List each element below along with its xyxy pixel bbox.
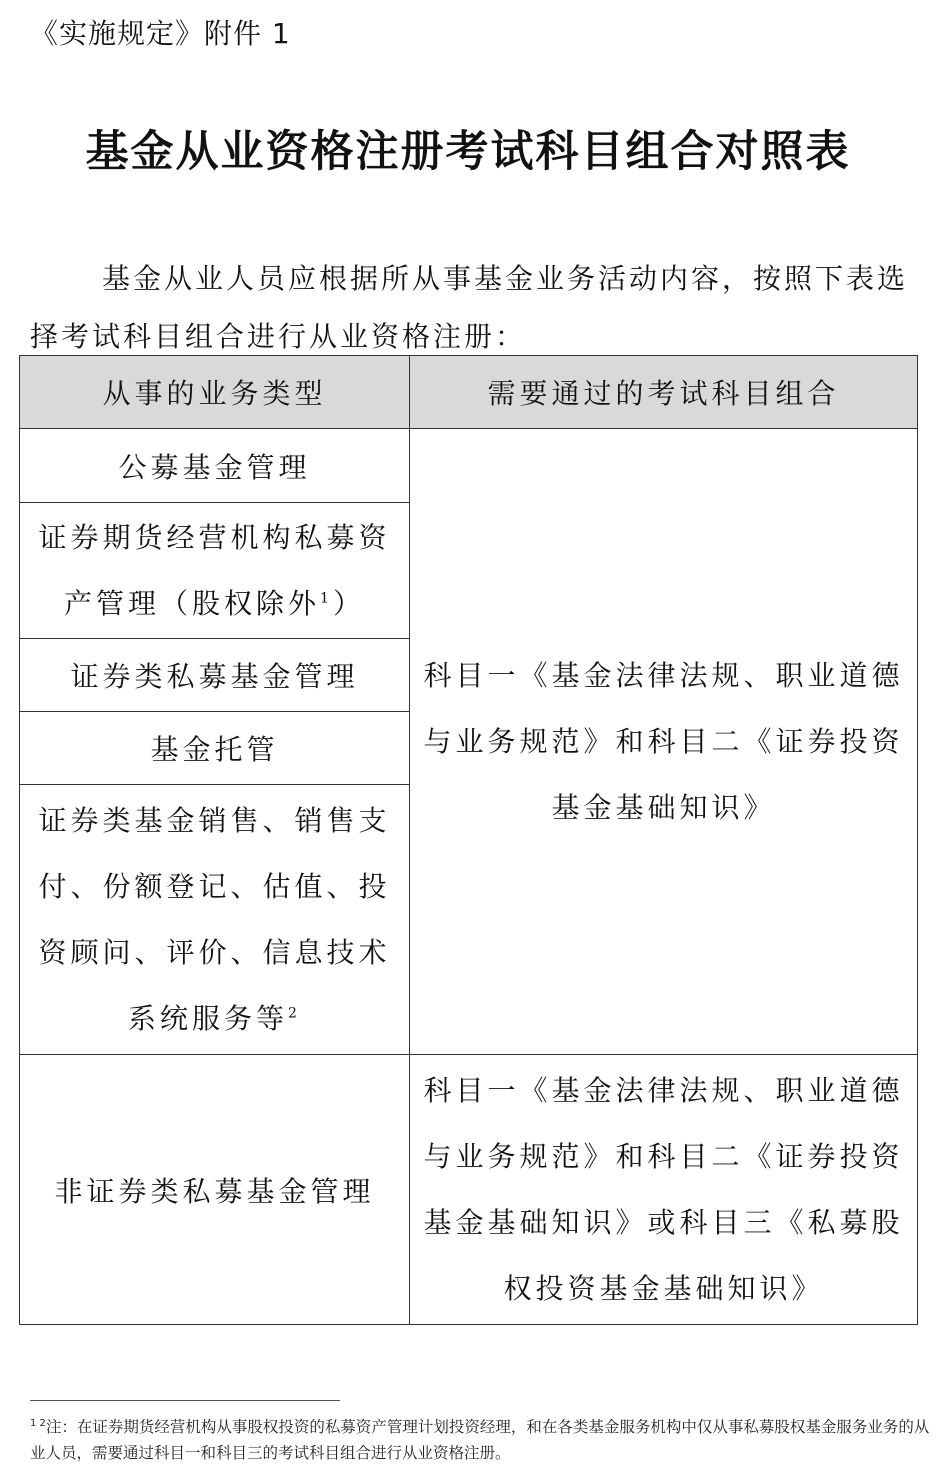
- footnote-markers: 1 2: [30, 1417, 46, 1429]
- business-type-tail: ）: [332, 586, 365, 620]
- table-row: [20, 1055, 918, 1325]
- business-type-cell: [20, 503, 410, 639]
- exam-combination-cell-1: 科目一《基金法律法规、职业道德与业务规范》和科目二《证券投资基金基础知识》: [410, 429, 918, 1055]
- exam-combination-cell-2: 科目一《基金法律法规、职业道德与业务规范》和科目二《证券投资基金基础知识》或科目三《私募股权投资基金基础知识》: [410, 1055, 918, 1325]
- footnote-text: 注：在证券期货经营机构从事股权投资的私募资产管理计划投资经理，和在各类基金服务机构中仅从事私募股权基金服务业务的从业人员，需要通过科目一和科目三的考试科目组合进行从业资格注册。: [30, 1418, 930, 1462]
- business-type-cell: [20, 785, 410, 1055]
- footnote: [30, 1414, 930, 1466]
- footnote-ref-2: 2: [288, 1005, 301, 1022]
- business-type-cell: 公募基金管理: [20, 429, 410, 503]
- footnote-ref-1: 1: [320, 590, 333, 607]
- business-type-cell: 基金托管: [20, 712, 410, 785]
- footnote-divider: [30, 1400, 340, 1401]
- business-type-cell: 非证券类私募基金管理: [20, 1055, 410, 1325]
- page-title: 基金从业资格注册考试科目组合对照表: [85, 127, 851, 177]
- header-business-type: 从事的业务类型: [20, 356, 410, 429]
- header-exam-combination: 需要通过的考试科目组合: [410, 356, 918, 429]
- attachment-label: 《实施规定》附件 1: [30, 17, 291, 50]
- business-type-cell: 证券类私募基金管理: [20, 639, 410, 712]
- business-type-text: 证券类基金销售、销售支付、份额登记、估值、投资顾问、评价、信息技术系统服务等: [38, 803, 391, 1035]
- exam-combination-table: [19, 355, 918, 1325]
- business-type-text: 证券期货经营机构私募资产管理（股权除外: [38, 520, 391, 620]
- table-row: [20, 429, 918, 503]
- table-header-row: [20, 356, 918, 429]
- intro-paragraph: 基金从业人员应根据所从事基金业务活动内容，按照下表选择考试科目组合进行从业资格注册：: [30, 262, 909, 353]
